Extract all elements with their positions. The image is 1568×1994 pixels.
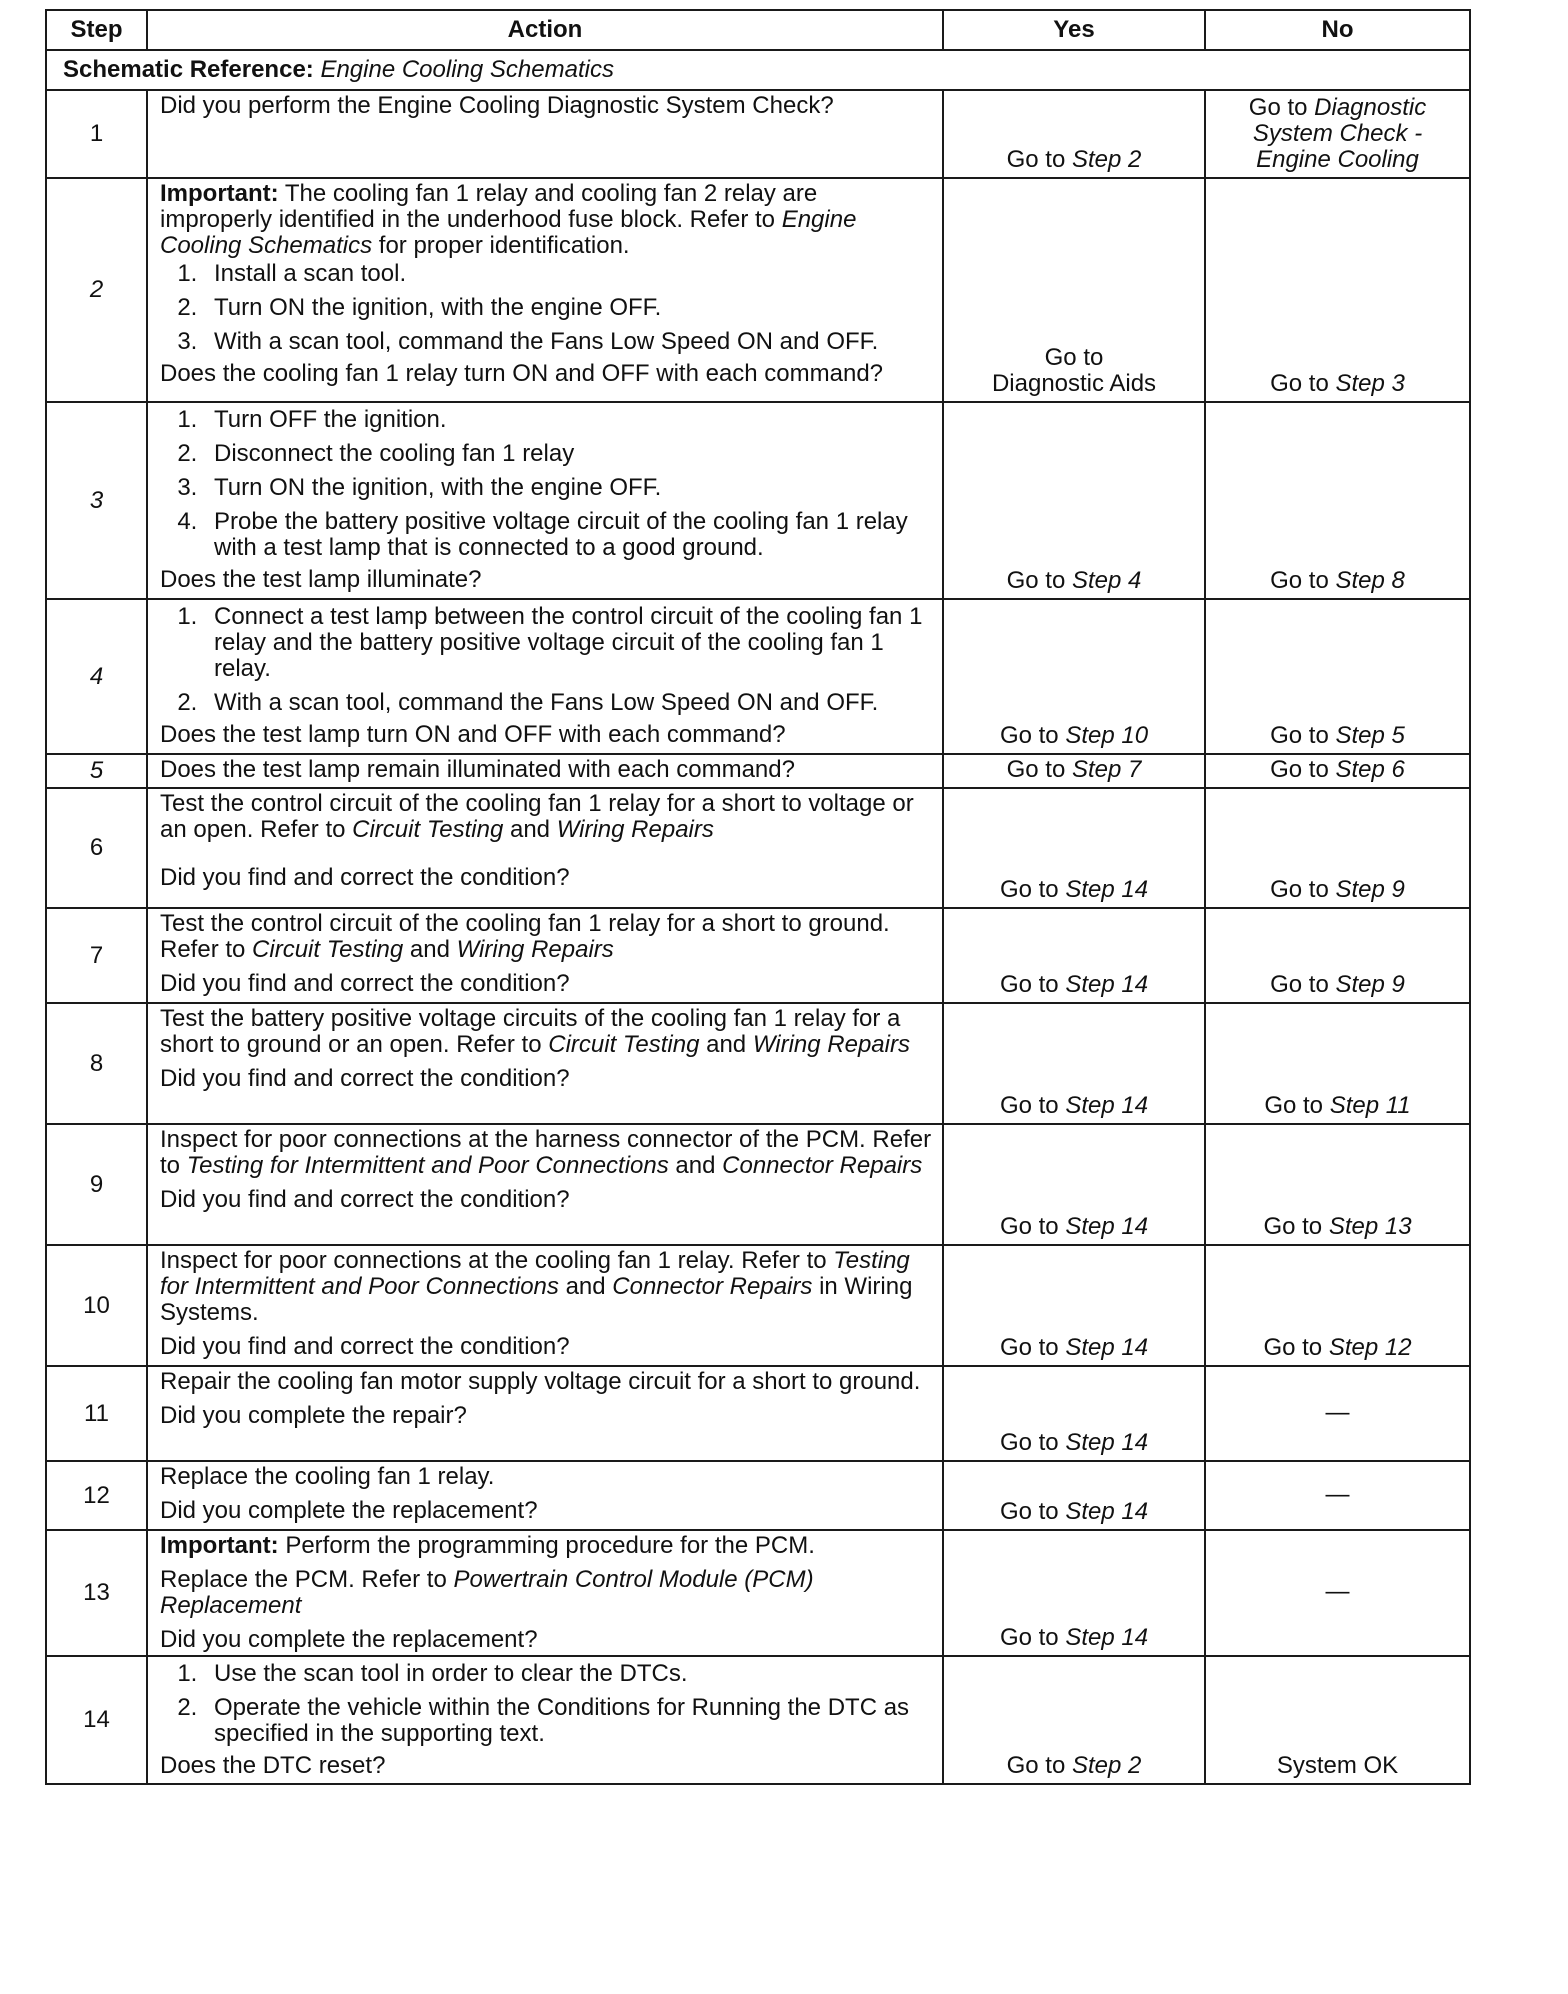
- step-action: [147, 1656, 943, 1784]
- no-cell: [1205, 788, 1470, 908]
- reference-link[interactable]: Wiring Repairs: [556, 816, 714, 843]
- yes-step-link[interactable]: Step 14: [1065, 1213, 1149, 1240]
- table-row: [46, 1656, 1470, 1784]
- goto-label: Go to: [999, 1334, 1059, 1361]
- reference-link[interactable]: Connector Repairs: [722, 1152, 923, 1179]
- diagnostic-table: [45, 9, 1471, 1785]
- yes-cell: [943, 599, 1205, 754]
- yes-cell: [943, 1656, 1205, 1784]
- no-cell: [1205, 402, 1470, 599]
- step-number: 11: [46, 1366, 147, 1461]
- yes-cell: [943, 908, 1205, 1003]
- instruction-item: 1. Use the scan tool in order to clear the DTCs.: [204, 1661, 932, 1687]
- step-description: Replace the cooling fan 1 relay.: [160, 1463, 495, 1490]
- step-instructions: [160, 1661, 932, 1747]
- table-row: [46, 908, 1470, 1003]
- yes-step-link[interactable]: Step 2: [1071, 146, 1142, 173]
- reference-link[interactable]: Testing for Intermittent and Poor Connections: [186, 1152, 669, 1179]
- yes-step-link[interactable]: Step 10: [1065, 722, 1149, 749]
- instruction-item: 1. Connect a test lamp between the control circuit of the cooling fan 1 relay and the battery positive voltage circuit of the cooling fan 1 relay.: [204, 604, 932, 682]
- yes-step-link[interactable]: Step 4: [1071, 567, 1142, 594]
- step-number: 10: [46, 1245, 147, 1366]
- step-question: Did you complete the repair?: [160, 1402, 467, 1429]
- header-action: Action: [147, 10, 943, 50]
- goto-label: Go to: [999, 1213, 1059, 1240]
- table-row: [46, 1003, 1470, 1124]
- instruction-item: 2. With a scan tool, command the Fans Low Speed ON and OFF.: [204, 690, 932, 716]
- yes-cell: [943, 402, 1205, 599]
- yes-step-link[interactable]: Step 14: [1065, 971, 1149, 998]
- goto-label: Go to: [1264, 1092, 1324, 1119]
- table-row: [46, 90, 1470, 178]
- no-link-line[interactable]: System Check -: [1252, 120, 1423, 147]
- no-cell: [1205, 908, 1470, 1003]
- step-action: [147, 1245, 943, 1366]
- reference-link[interactable]: Powertrain Control Module (PCM) Replacement: [160, 1566, 814, 1619]
- schematic-reference-label: Schematic Reference:: [63, 56, 314, 83]
- step-description: Replace the PCM. Refer to Powertrain Control Module (PCM) Replacement: [160, 1566, 814, 1619]
- table-row: [46, 1245, 1470, 1366]
- step-instructions: [160, 407, 932, 561]
- no-cell: —: [1205, 1366, 1470, 1461]
- step-action: [147, 1530, 943, 1656]
- step-description: Test the battery positive voltage circuits of the cooling fan 1 relay for a short to ground or an open. Refer to Circuit Testing and Wiring Repairs: [160, 1005, 910, 1058]
- no-cell: [1205, 1245, 1470, 1366]
- reference-link[interactable]: Circuit Testing: [352, 816, 504, 843]
- step-number: 5: [46, 754, 147, 788]
- goto-label: Go to: [1006, 567, 1066, 594]
- step-action: [147, 908, 943, 1003]
- step-question: Did you find and correct the condition?: [160, 970, 570, 997]
- step-question: Did you find and correct the condition?: [160, 1333, 570, 1360]
- instruction-item: 1. Turn OFF the ignition.: [204, 407, 932, 433]
- no-step-link[interactable]: Step 3: [1335, 370, 1405, 397]
- step-description: Inspect for poor connections at the cooling fan 1 relay. Refer to Testing for Intermittent and Poor Connections and Connector Repairs in Wiring Systems.: [160, 1247, 913, 1326]
- step-question: Did you find and correct the condition?: [160, 1065, 570, 1092]
- step-number: 12: [46, 1461, 147, 1530]
- reference-link[interactable]: Circuit Testing: [252, 936, 404, 963]
- no-cell: —: [1205, 1530, 1470, 1656]
- instruction-item: 2. Operate the vehicle within the Conditions for Running the DTC as specified in the supporting text.: [204, 1695, 932, 1747]
- step-number: 14: [46, 1656, 147, 1784]
- goto-label: Go to: [999, 1429, 1059, 1456]
- step-instructions: [160, 604, 932, 716]
- yes-cell: [943, 754, 1205, 788]
- step-action: [147, 90, 943, 178]
- goto-label: Go to: [1006, 756, 1066, 783]
- yes-step-link[interactable]: Step 14: [1065, 1092, 1149, 1119]
- no-step-link[interactable]: Step 13: [1328, 1213, 1412, 1240]
- important-note: Important: Perform the programming procedure for the PCM.: [160, 1532, 815, 1559]
- important-note: Important: The cooling fan 1 relay and cooling fan 2 relay are improperly identified in the underhood fuse block. Refer to Engine Cooling Schematics for proper identification.: [160, 180, 857, 259]
- no-step-link[interactable]: Step 5: [1335, 722, 1405, 749]
- yes-cell: [943, 1366, 1205, 1461]
- table-row: [46, 178, 1470, 402]
- yes-target-link[interactable]: Diagnostic Aids: [991, 370, 1157, 397]
- no-step-link[interactable]: Step 12: [1328, 1334, 1412, 1361]
- yes-cell: [943, 1124, 1205, 1245]
- header-yes: Yes: [943, 10, 1205, 50]
- step-action: [147, 1461, 943, 1530]
- step-number: 3: [46, 402, 147, 599]
- goto-label: Go to: [1044, 344, 1104, 371]
- goto-label: Go to: [999, 722, 1059, 749]
- step-question: Does the test lamp turn ON and OFF with each command?: [160, 721, 786, 748]
- no-cell: [1205, 599, 1470, 754]
- no-step-link[interactable]: Step 11: [1329, 1092, 1411, 1119]
- goto-label: Go to: [1270, 876, 1329, 903]
- yes-step-link[interactable]: Step 14: [1065, 1624, 1149, 1651]
- no-link-line[interactable]: Diagnostic: [1314, 94, 1427, 121]
- no-step-link[interactable]: Step 9: [1335, 876, 1405, 903]
- step-number: 7: [46, 908, 147, 1003]
- goto-label: Go to: [1248, 94, 1308, 121]
- table-row: [46, 1461, 1470, 1530]
- yes-step-link[interactable]: Step 2: [1071, 1752, 1142, 1779]
- goto-label: Go to: [1270, 567, 1329, 594]
- step-question: Does the cooling fan 1 relay turn ON and OFF with each command?: [160, 360, 884, 387]
- goto-label: Go to: [999, 1624, 1059, 1651]
- step-action: [147, 1366, 943, 1461]
- step-number: 6: [46, 788, 147, 908]
- step-number: 4: [46, 599, 147, 754]
- step-action: [147, 1124, 943, 1245]
- schematic-reference: [46, 50, 1470, 90]
- reference-link[interactable]: Connector Repairs: [612, 1273, 813, 1300]
- goto-label: Go to: [1006, 146, 1066, 173]
- goto-label: Go to: [999, 876, 1059, 903]
- table-row: [46, 402, 1470, 599]
- table-row: [46, 1124, 1470, 1245]
- table-row: [46, 754, 1470, 788]
- table-row: [46, 1366, 1470, 1461]
- instruction-item: 3. With a scan tool, command the Fans Low Speed ON and OFF.: [204, 329, 932, 355]
- important-label: Important:: [160, 180, 279, 207]
- table-row: [46, 1530, 1470, 1656]
- no-cell: [1205, 90, 1470, 178]
- goto-label: Go to: [1270, 756, 1329, 783]
- yes-cell: [943, 90, 1205, 178]
- schematic-reference-link[interactable]: Engine Cooling Schematics: [320, 56, 614, 83]
- yes-step-link[interactable]: Step 14: [1065, 1334, 1149, 1361]
- yes-cell: [943, 788, 1205, 908]
- table-header-row: [46, 10, 1470, 50]
- instruction-item: 1. Install a scan tool.: [204, 261, 932, 287]
- step-description: Inspect for poor connections at the harness connector of the PCM. Refer to Testing for Intermittent and Poor Connections and Connector Repairs: [160, 1126, 932, 1179]
- step-instructions: [160, 261, 932, 355]
- reference-link[interactable]: Circuit Testing: [548, 1031, 700, 1058]
- step-question: Did you find and correct the condition?: [160, 1186, 570, 1213]
- no-link-line[interactable]: Engine Cooling: [1256, 146, 1419, 173]
- step-action: [147, 402, 943, 599]
- step-question: Does the DTC reset?: [160, 1752, 386, 1779]
- step-action: [147, 178, 943, 402]
- yes-cell: [943, 1461, 1205, 1530]
- no-cell: [1205, 754, 1470, 788]
- instruction-item: 3. Turn ON the ignition, with the engine OFF.: [204, 475, 932, 501]
- step-description: Test the control circuit of the cooling fan 1 relay for a short to voltage or an open. Refer to Circuit Testing and Wiring Repairs: [160, 790, 914, 843]
- step-number: 1: [46, 90, 147, 178]
- no-cell: [1205, 178, 1470, 402]
- goto-label: Go to: [1006, 1752, 1066, 1779]
- goto-label: Go to: [999, 1498, 1059, 1525]
- no-cell: [1205, 1124, 1470, 1245]
- step-number: 2: [46, 178, 147, 402]
- instruction-item: 2. Disconnect the cooling fan 1 relay: [204, 441, 932, 467]
- reference-link[interactable]: Engine Cooling Schematics: [160, 206, 857, 259]
- yes-step-link[interactable]: Step 14: [1065, 1498, 1149, 1525]
- table-row: [46, 788, 1470, 908]
- no-step-link[interactable]: Step 6: [1335, 756, 1405, 783]
- no-cell: —: [1205, 1461, 1470, 1530]
- header-step: Step: [46, 10, 147, 50]
- goto-label: Go to: [1270, 971, 1329, 998]
- table-row: [46, 599, 1470, 754]
- goto-label: Go to: [999, 1092, 1059, 1119]
- yes-cell: [943, 1245, 1205, 1366]
- goto-label: Go to: [1263, 1213, 1323, 1240]
- no-step-link[interactable]: Step 8: [1335, 567, 1405, 594]
- yes-step-link[interactable]: Step 14: [1065, 1429, 1149, 1456]
- goto-label: Go to: [1270, 722, 1329, 749]
- step-action: [147, 599, 943, 754]
- step-question: Did you perform the Engine Cooling Diagnostic System Check?: [160, 92, 834, 119]
- step-description: Test the control circuit of the cooling fan 1 relay for a short to ground. Refer to Circuit Testing and Wiring Repairs: [160, 910, 890, 963]
- goto-label: Go to: [1270, 370, 1329, 397]
- goto-label: Go to: [1263, 1334, 1323, 1361]
- step-action: [147, 754, 943, 788]
- goto-label: Go to: [999, 971, 1059, 998]
- no-cell: [1205, 1003, 1470, 1124]
- reference-link[interactable]: Wiring Repairs: [456, 936, 614, 963]
- step-question: Did you find and correct the condition?: [160, 864, 570, 891]
- no-step-link[interactable]: Step 9: [1335, 971, 1405, 998]
- header-no: No: [1205, 10, 1470, 50]
- yes-cell: [943, 178, 1205, 402]
- step-question: Did you complete the replacement?: [160, 1626, 538, 1653]
- step-action: [147, 788, 943, 908]
- instruction-item: 4. Probe the battery positive voltage circuit of the cooling fan 1 relay with a test lamp that is connected to a good ground.: [204, 509, 932, 561]
- step-number: 13: [46, 1530, 147, 1656]
- step-description: Repair the cooling fan motor supply voltage circuit for a short to ground.: [160, 1368, 921, 1395]
- step-question: Does the test lamp illuminate?: [160, 566, 482, 593]
- yes-cell: [943, 1530, 1205, 1656]
- schematic-reference-row: [46, 50, 1470, 90]
- step-action: [147, 1003, 943, 1124]
- yes-cell: [943, 1003, 1205, 1124]
- step-question: Does the test lamp remain illuminated with each command?: [160, 756, 795, 783]
- step-question: Did you complete the replacement?: [160, 1497, 538, 1524]
- step-number: 9: [46, 1124, 147, 1245]
- yes-step-link[interactable]: Step 7: [1071, 756, 1142, 783]
- important-label: Important:: [160, 1532, 279, 1559]
- reference-link[interactable]: Testing for Intermittent and Poor Connections: [160, 1247, 910, 1300]
- instruction-item: 2. Turn ON the ignition, with the engine OFF.: [204, 295, 932, 321]
- no-cell: System OK: [1205, 1656, 1470, 1784]
- step-number: 8: [46, 1003, 147, 1124]
- yes-step-link[interactable]: Step 14: [1065, 876, 1149, 903]
- reference-link[interactable]: Wiring Repairs: [752, 1031, 910, 1058]
